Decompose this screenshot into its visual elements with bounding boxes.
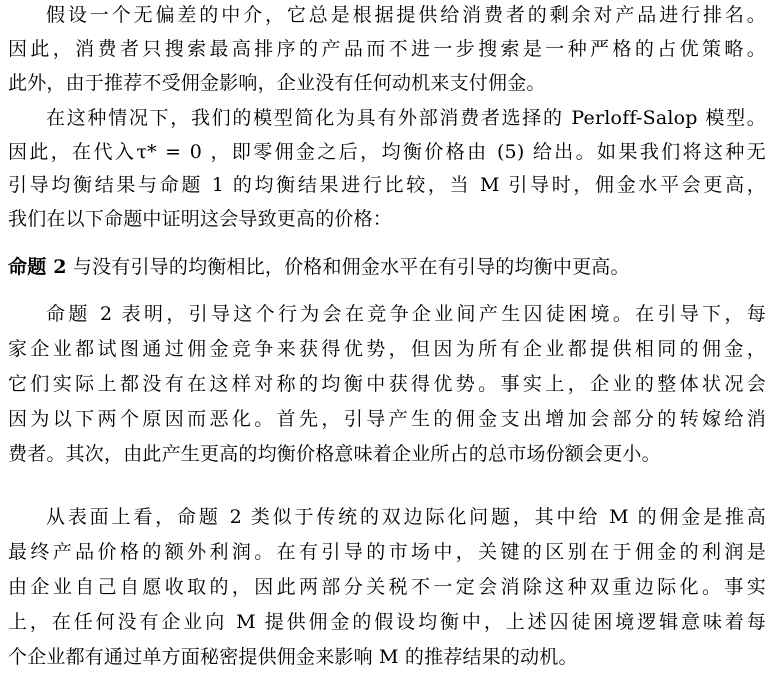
text-line: 从表面上看，命题 2 类似于传统的双边际化问题，其中给 M 的佣金是推高	[46, 506, 766, 528]
text-line: 因此，在代入τ* = 0 ，即零佣金之后，均衡价格由 (5) 给出。如果我们将这种无	[8, 141, 766, 163]
text-line: 在这种情况下，我们的模型简化为具有外部消费者选择的 Perloff-Salop 模型。	[46, 107, 766, 129]
text-line: 引导均衡结果与命题 1 的均衡结果进行比较，当 M 引导时，佣金水平会更高，	[8, 174, 766, 196]
proposition-text: 与没有引导的均衡相比，价格和佣金水平在有引导的均衡中更高。	[66, 256, 630, 278]
text-line: 命题 2 表明，引导这个行为会在竞争企业间产生囚徒困境。在引导下，每	[46, 303, 766, 325]
text-line: 假设一个无偏差的中介，它总是根据提供给消费者的剩余对产品进行排名。	[46, 4, 766, 26]
text-line: 个企业都有通过单方面秘密提供佣金来影响 M 的推荐结果的动机。	[8, 646, 578, 668]
text-line: 家企业都试图通过佣金竞争来获得优势，但因为所有企业都提供相同的佣金，	[8, 338, 766, 360]
text-line: 费者。其次，由此产生更高的均衡价格意味着企业所占的总市场份额会更小。	[8, 443, 661, 465]
text-line: 它们实际上都没有在这样对称的均衡中获得优势。事实上，企业的整体状况会	[8, 373, 766, 395]
proposition-label: 命题 2	[8, 256, 67, 278]
text-line: 因为以下两个原因而恶化。首先，引导产生的佣金支出增加会部分的转嫁给消	[8, 408, 766, 430]
text-line: 上，在任何没有企业向 M 提供佣金的假设均衡中，上述囚徒困境逻辑意味着每	[8, 611, 766, 633]
text-line: 此外，由于推荐不受佣金影响，企业没有任何动机来支付佣金。	[8, 72, 546, 94]
proposition-2-statement	[8, 254, 766, 281]
text-line: 因此，消费者只搜索最高排序的产品而不进一步搜索是一种严格的占优策略。	[8, 38, 766, 60]
text-line: 由企业自己自愿收取的，因此两部分关税不一定会消除这种双重边际化。事实	[8, 576, 766, 598]
text-line: 最终产品价格的额外利润。在有引导的市场中，关键的区别在于佣金的利润是	[8, 541, 766, 563]
text-line: 我们在以下命题中证明这会导致更高的价格：	[8, 208, 393, 230]
